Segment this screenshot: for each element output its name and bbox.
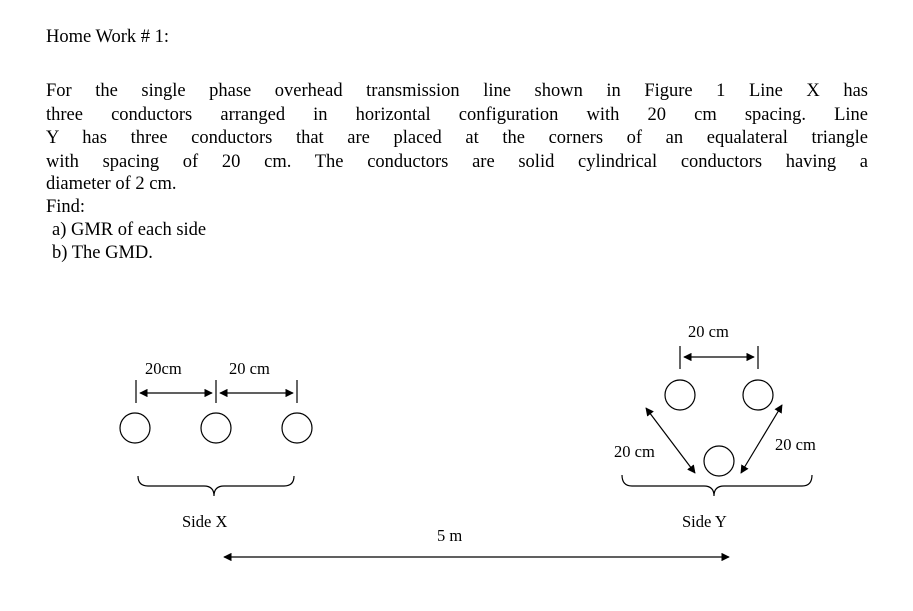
find-label: Find: [46, 197, 86, 217]
spacing-label-x-left: 20cm [145, 359, 182, 378]
side-x-label: Side X [182, 512, 228, 531]
question-a: a) GMR of each side [52, 220, 207, 240]
spacing-label-y-top: 20 cm [688, 322, 729, 341]
paragraph-last-line: diameter of 2 cm. [46, 174, 177, 194]
brace-x [138, 476, 294, 496]
conductor-y2 [743, 380, 773, 410]
conductor-x2 [201, 413, 231, 443]
side-y-label: Side Y [682, 512, 727, 531]
spacing-label-y-right: 20 cm [775, 435, 816, 454]
conductor-y3 [704, 446, 734, 476]
paragraph-line: For the single phase overhead transmission line shown in Figure 1 Line X has [46, 81, 868, 101]
spacing-arrow-y-left [646, 408, 695, 473]
question-b: b) The GMD. [52, 243, 153, 263]
spacing-label-x-right: 20 cm [229, 359, 270, 378]
brace-y [622, 475, 812, 496]
paragraph-line: Y has three conductors that are placed at the corners of an equalateral triangle [46, 128, 868, 148]
conductor-x3 [282, 413, 312, 443]
conductor-x1 [120, 413, 150, 443]
conductor-y1 [665, 380, 695, 410]
paragraph-line: three conductors arranged in horizontal configuration with 20 cm spacing. Line [46, 104, 868, 125]
paragraph-line: with spacing of 20 cm. The conductors are solid cylindrical conductors having a [46, 151, 868, 172]
homework-title: Home Work # 1: [46, 27, 170, 47]
distance-label: 5 m [437, 526, 463, 545]
spacing-label-y-left: 20 cm [614, 442, 655, 461]
